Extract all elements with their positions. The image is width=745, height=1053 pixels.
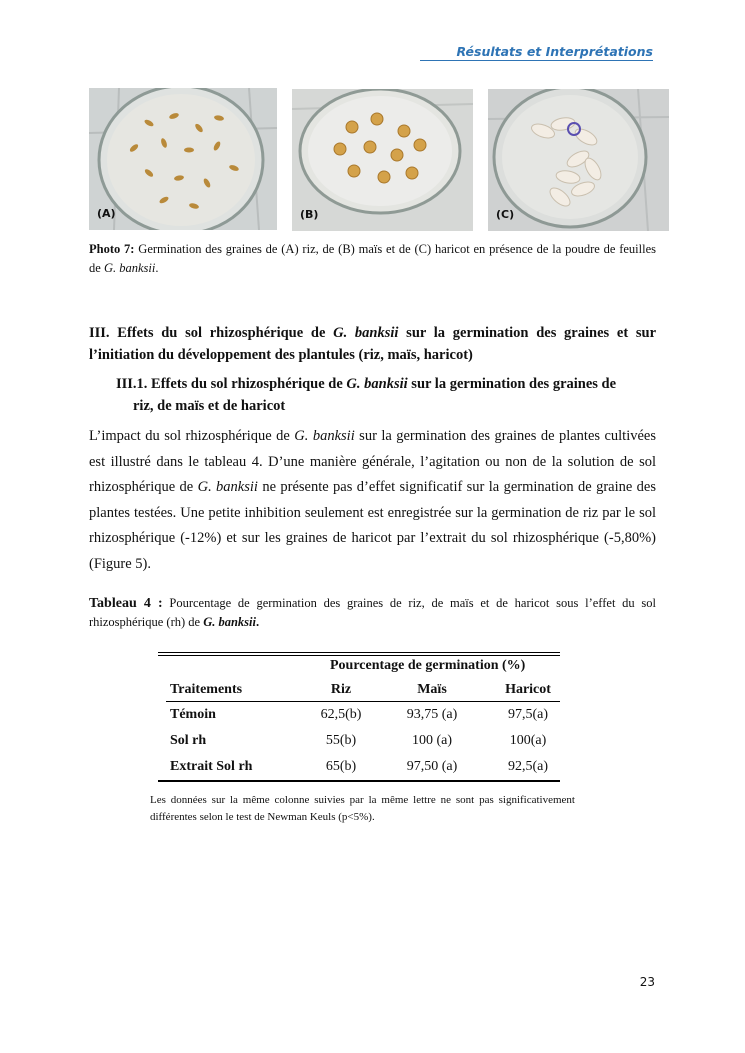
paragraph-species-2: G. banksii <box>197 479 258 496</box>
table-caption-lead: Tableau 4 : <box>89 596 163 611</box>
table-group-header-row <box>158 656 560 679</box>
table-caption-species: G. banksii <box>203 615 256 629</box>
table-caption-text: Pourcentage de germination des graines de riz, de maïs et de haricot sous l’effet du sol rhizosphérique (rh) de <box>89 596 656 629</box>
page-number: 23 <box>639 975 655 989</box>
subsection-heading-c: riz, de maïs et de haricot <box>133 398 286 414</box>
row-treatment: Sol rh <box>170 733 207 748</box>
paragraph-part-a: L’impact du sol rhizosphérique de <box>89 428 295 444</box>
cell-mais: 100 (a) <box>411 733 453 748</box>
section-heading-iii-b: sur la germination des graines et sur l’initiation du développement des plantules (riz, maïs, haricot) <box>89 325 657 363</box>
section-heading-iii-a: III. Effets du sol rhizosphérique de <box>89 325 334 341</box>
subsection-heading-a: III.1. Effets du sol rhizosphérique de <box>116 376 347 392</box>
cell-riz: 55(b) <box>325 733 357 748</box>
paragraph-species-1: G. banksii <box>294 428 355 444</box>
cell-haricot: 100(a) <box>509 733 547 748</box>
table-caption <box>89 594 656 631</box>
header-riz: Riz <box>330 682 352 697</box>
photo-rice-petri-dish <box>89 88 277 230</box>
photo-label-a: (A) <box>97 207 116 220</box>
photo-bean-petri-dish <box>488 89 669 231</box>
caption-text: Germination des graines de (A) riz, de (B) maïs et de (C) haricot en présence de la poudre de feuilles de <box>89 242 656 275</box>
table-row <box>158 702 560 728</box>
table-row <box>158 728 560 754</box>
subsection-heading-b: sur la germination des graines de <box>407 376 617 392</box>
body-paragraph <box>89 424 656 578</box>
photo-label-b: (B) <box>300 208 319 221</box>
cell-haricot: 97,5(a) <box>507 707 549 722</box>
bean-seeds-image <box>488 89 669 231</box>
header-mais: Maïs <box>417 682 447 697</box>
cell-haricot: 92,5(a) <box>507 759 549 774</box>
table-row <box>158 754 560 780</box>
header-haricot: Haricot <box>505 682 551 697</box>
caption-end: . <box>155 261 159 275</box>
row-treatment: Témoin <box>170 707 216 722</box>
cell-riz: 62,5(b) <box>320 707 362 722</box>
section-heading-iii <box>89 322 656 366</box>
cell-mais: 93,75 (a) <box>406 707 458 722</box>
germination-table <box>158 652 560 782</box>
subsection-heading-species: G. banksii <box>346 376 408 392</box>
photo-caption <box>89 240 656 278</box>
paragraph-part-b: sur la germination des graines de plantes cultivées est illustré dans le tableau 4. D’une manière générale, l’agitation ou non de la solution de sol rhizosphérique de <box>89 428 657 496</box>
table-header-row <box>158 679 560 701</box>
photo-label-c: (C) <box>496 208 515 221</box>
photo-maize-petri-dish <box>292 89 473 231</box>
table-group-header: Pourcentage de germination (%) <box>330 658 526 673</box>
section-heading-iii-species: G. banksii <box>333 325 399 341</box>
rice-seeds-image <box>89 88 277 230</box>
subsection-heading-iii-1 <box>116 373 656 417</box>
table-footnote: Les données sur la même colonne suivies par la même lettre ne sont pas significativement différentes selon le test de Newman Keuls (p<5%). <box>150 794 575 823</box>
cell-mais: 97,50 (a) <box>406 759 458 774</box>
paragraph-part-c: ne présente pas d’effet significatif sur la germination de graine des plantes testées. Une petite inhibition seulement est enregistrée sur la germination de riz par le sol rhizosphérique (-12%) et sur les graines de haricot par l’extrait du sol rhizosphérique (-5,80%) (Figure 5). <box>89 479 656 572</box>
row-treatment: Extrait Sol rh <box>170 759 253 774</box>
header-traitements: Traitements <box>170 682 243 697</box>
caption-species: G. banksii <box>103 261 156 275</box>
cell-riz: 65(b) <box>325 759 357 774</box>
caption-lead: Photo 7: <box>89 242 135 256</box>
table-caption-end: . <box>256 615 260 629</box>
maize-seeds-image <box>292 89 473 231</box>
running-header: Résultats et Interprétations <box>420 44 653 61</box>
